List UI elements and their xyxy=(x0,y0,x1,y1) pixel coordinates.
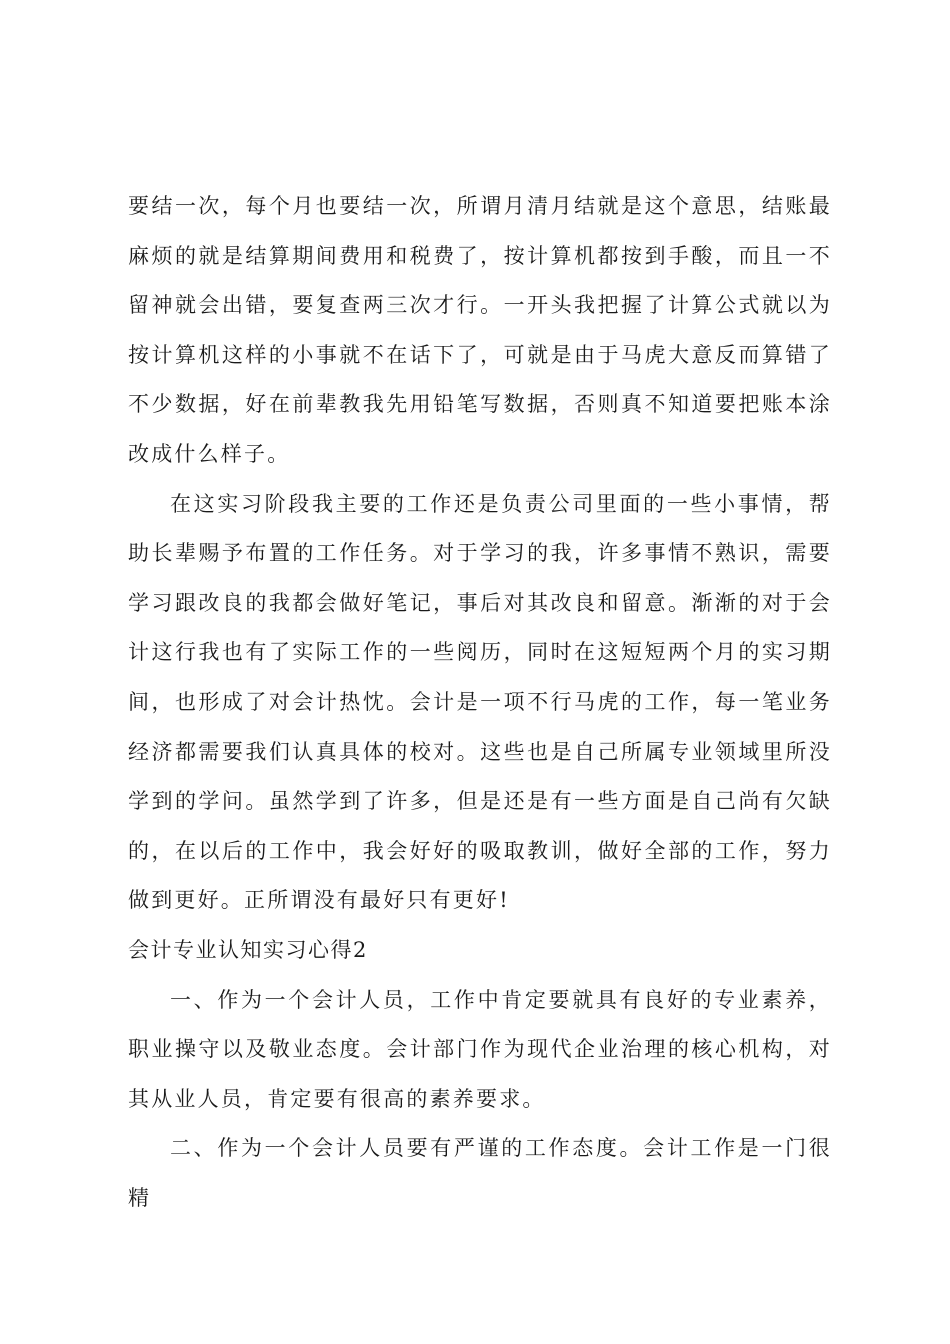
section-heading: 会计专业认知实习心得2 xyxy=(128,937,368,962)
paragraph-point-one: 一、作为一个会计人员，工作中肯定要就具有良好的专业素养，职业操守以及敬业态度。会计部门作为现代企业治理的核心机构，对其从业人员，肯定要有很高的素养要求。 xyxy=(128,987,832,1111)
paragraph-continuation: 要结一次，每个月也要结一次，所谓月清月结就是这个意思，结账最麻烦的就是结算期间费用和税费了，按计算机都按到手酸，而且一不留神就会出错，要复查两三次才行。一开头我把握了计算公式就以为按计算机这样的小事就不在话下了，可就是由于马虎大意反而算错了不少数据，好在前辈教我先用铅笔写数据，否则真不知道要把账本涂改成什么样子。 xyxy=(128,194,832,466)
paragraph-point-two: 二、作为一个会计人员要有严谨的工作态度。会计工作是一门很精 xyxy=(128,1136,832,1210)
paragraph-internship-work: 在这实习阶段我主要的工作还是负责公司里面的一些小事情，帮助长辈赐予布置的工作任务。对于学习的我，许多事情不熟识，需要学习跟改良的我都会做好笔记，事后对其改良和留意。渐渐的对于会计这行我也有了实际工作的一些阅历，同时在这短短两个月的实习期间，也形成了对会计热忱。会计是一项不行马虎的工作，每一笔业务经济都需要我们认真具体的校对。这些也是自己所属专业领域里所没学到的学问。虽然学到了许多，但是还是有一些方面是自己尚有欠缺的，在以后的工作中，我会好好的吸取教训，做好全部的工作，努力做到更好。正所谓没有最好只有更好! xyxy=(128,491,832,913)
document-body xyxy=(128,182,832,1223)
